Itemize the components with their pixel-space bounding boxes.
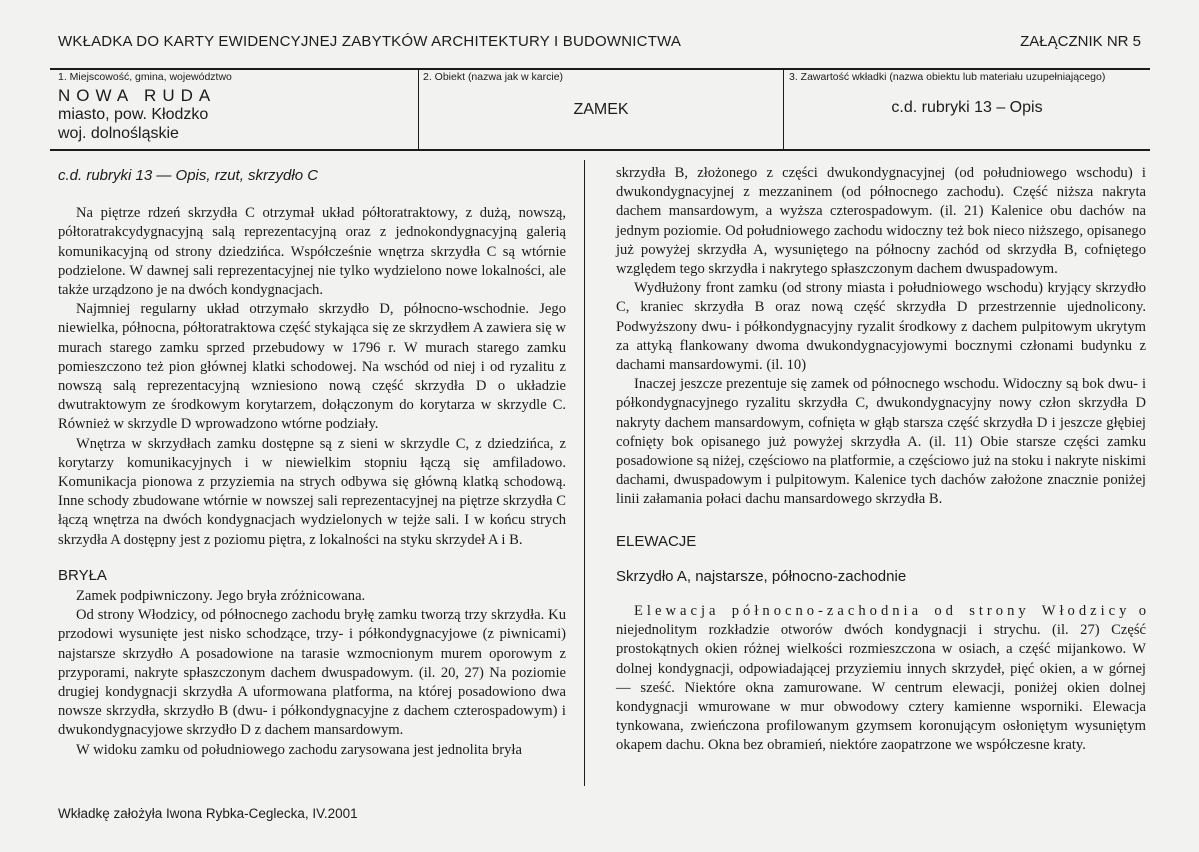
section-title: c.d. rubryki 13 — Opis, rzut, skrzydło C [58,167,319,184]
header-rule-top [50,68,1150,70]
heading-bryla: BRYŁA [58,566,107,584]
annex-number: ZAŁĄCZNIK NR 5 [1020,33,1141,50]
paragraph: Inaczej jeszcze prezentuje się zamek od północnego wschodu. Widoczny są bok dwu- i półkondygnacyjnego ryzalitu skrzydła C, dwukondygnacyjny nowy człon skrzydła D nakryty dachem mansardowym, cofnięta w głąb starsza część skrzydła D i jeszcze głębiej cofnięty bok opisanego już powyżej skrzydła A. (il. 11) Obie starsze części zamku posadowione są niżej, częściowo na platformie, a częściowo już na stoku i nakryte niskimi dachami, dwuspadowym i pulpitowym. Kalenice tych dachów założone znacznie poniżej linii załamania połaci dachu mansardowego skrzydła B. [616,376,1146,508]
footer-note: Wkładkę założyła Iwona Rybka-Ceglecka, IV.2001 [58,806,358,821]
left-column [58,164,566,760]
paragraph: Od strony Włodzicy, od północnego zachodu bryłę zamku tworzą trzy skrzydła. Ku przodowi wysunięte jest nisko schodzące, trzy- i półkondygnacyjowe (z piwnicami) najstarsze skrzydło A posadowione na tarasie wzmocnionym murem oporowym z przyporami, nakryte spłaszczonym dachem dwuspadowym. (il. 20, 27) Na poziomie drugiej kondygnacji skrzydła A uformowana platforma, na której posadowiono dwa nowsze skrzydła, skrzydło B (dwu- i półkondygnacyjne z dachem czterospadowym) i dwukondygnacyjowe skrzydło D z dachem mansardowym. [58,607,566,739]
town-name: NOWA RUDA [58,86,217,105]
paragraph: Na piętrze rdzeń skrzydła C otrzymał układ półtoratraktowy, z dużą, nowszą, półtoratrakcydygnacyjną salą reprezentacyjną oraz z jednokondygnacyjną galerią komunikacyjną od strony dziedzińca. Współcześnie wnętrza skrzydła C są wtórnie podzielone. W dawnej sali reprezentacyjnej nie tylko wydzielono nowe lokalności, ale także urządzono je na dwóch kondygnacjach. [58,205,566,299]
heading-elewacje: ELEWACJE [616,532,697,550]
field-2-label: 2. Obiekt (nazwa jak w karcie) [423,71,564,83]
paragraph: Najmniej regularny układ otrzymało skrzydło D, północno-wschodnie. Jego niewielka, północna, półtoratraktowa część stykająca się ze skrzydłem A zawiera się w murach starego zamku sprzed przebudowy w 1796 r. W murach starego zamku pomieszczono też pion głównej klatki schodowej. Na wschód od niej i od ryzalitu z nowszą salą reprezentacyjną wzniesiono nową część skrzydła D o układzie dwutraktowym ze środkowym korytarzem, dołączonym do korytarza w skrzydle C. Również w skrzydle D wprowadzono wtórne podziały. [58,301,566,433]
insert-content: c.d. rubryki 13 – Opis [891,99,1043,116]
object-name: ZAMEK [573,101,629,118]
paragraph-rest: o niejednolitym rozkładzie otworów dwóch kondygnacji i strychu. (il. 27) Część prostokątnych okien różnej wielkości rozmieszczona w osiach, a część mijankowo. W dolnej kondygnacji, odpowiadającej przyziemiu innych skrzydeł, pięć okien, a w górnej — sześć. Niektóre okna zamurowane. W centrum elewacji, poniżej okien dolnej kondygnacji wmurowane w mur obwodowy cztery kamienne wsporniki. Elewacja tynkowana, zwieńczona profilowanym gzymsem koronującym osłoniętym wysuniętym okapem dachu. Okna bez obramień, niektóre zaopatrzone we współczesne kraty. [616,603,1146,754]
location-field [58,86,216,143]
header-rule-bottom [50,149,1150,151]
location-line-3: woj. dolnośląskie [58,125,179,142]
spaced-phrase: Elewacja północno-zachodnia od strony Włodzicy [634,603,1131,620]
paragraph: W widoku zamku od południowego zachodu zarysowana jest jednolita bryła [76,741,522,758]
field-1-label: 1. Miejscowość, gmina, województwo [58,71,232,83]
paragraph: Wydłużony front zamku (od strony miasta i południowego wschodu) kryjący skrzydło C, kraniec skrzydła B oraz nową część skrzydła D przestrzennie ujednolicony. Podwyższony dwu- i półkondygnacyjny ryzalit środkowy z dachem pulpitowym ukrytym za attyką flankowany dwoma dwukondygnacyjowymi bocznymi członami budynku z dachami mansardowymi. (il. 10) [616,280,1146,374]
document-title: WKŁADKA DO KARTY EWIDENCYJNEJ ZABYTKÓW ARCHITEKTURY I BUDOWNICTWA [58,33,682,50]
column-divider [584,160,585,786]
heading-wing-a: Skrzydło A, najstarsze, północno-zachodnie [616,567,907,585]
right-column [616,164,1146,756]
paragraph: Wnętrza w skrzydłach zamku dostępne są z sieni w skrzydle C, z dziedzińca, z korytarzy komunikacyjnych i w niewielkim stopniu łączą się amfiladowo. Komunikacja pionowa z przyziemia na strych odbywa się główną klatką schodową. Inne schody zbudowane wtórnie w nowszej sali reprezentacyjnej na piętrze skrzydła C łączą wnętrza na dwóch kondygnacjach wydzielonych w tejże sali. I w końcu strych skrzydła A dostępny jest z poziomu piętra, z lokalności na styku skrzydeł A i B. [58,435,566,548]
paragraph [616,602,1146,756]
paragraph: Zamek podpiwniczony. Jego bryła zróżnicowana. [76,588,366,605]
field-3-label: 3. Zawartość wkładki (nazwa obiektu lub materiału uzupełniającego) [789,71,1106,83]
location-line-2: miasto, pow. Kłodzko [58,106,209,123]
paragraph: skrzydła B, złożonego z części dwukondygnacyjnej (od południowego wschodu) i dwukondygnacyjnej z mezzaninem (od północnego zachodu). Część niższa nakryta dachem mansardowym, a wyższa czterospadowym. (il. 21) Kalenice obu dachów na jednym poziomie. Od południowego zachodu widoczny też bok nieco niższego, opisanego już powyżej skrzydła A, wysuniętego na północny zachód od skrzydła B, cofniętego względem tego skrzydła i nakrytego spłaszczonym dachem dwuspadowym. [616,165,1146,278]
